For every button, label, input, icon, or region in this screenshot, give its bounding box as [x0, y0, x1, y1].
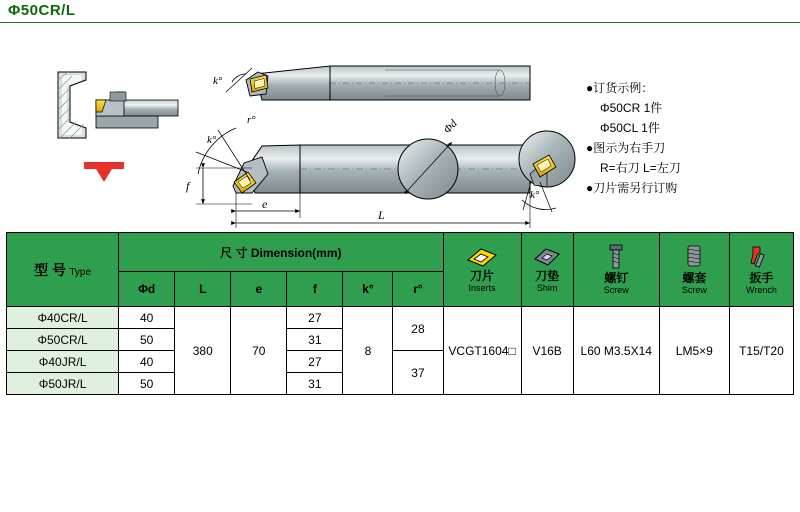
tool-body-small: [96, 92, 178, 128]
row-f: 31: [287, 373, 343, 395]
cell-wrench: T15/T20: [729, 307, 793, 395]
order-notes: [586, 78, 681, 198]
end-view: [519, 131, 575, 212]
header-dimension: 尺 寸 Dimension(mm): [119, 233, 443, 272]
svg-text:f: f: [186, 179, 190, 193]
header-wrench: 扳手 Wrench: [729, 233, 793, 307]
cell-screw-sleeve: LM5×9: [659, 307, 729, 395]
header-shim: 刀垫 Shim: [521, 233, 573, 307]
boring-bar-main: [186, 114, 530, 228]
svg-text:k°: k°: [213, 75, 223, 87]
header-insert: 刀片 Inserts: [443, 233, 521, 307]
screw-sleeve-icon: [684, 244, 704, 270]
boring-bar-top: [213, 66, 530, 100]
header-screw-sleeve: 螺套 Screw: [659, 233, 729, 307]
cell-r-top: 28: [393, 307, 443, 351]
header-col-k: k°: [343, 272, 393, 307]
cell-e: 70: [231, 307, 287, 395]
svg-text:r°: r°: [247, 114, 256, 126]
hand-note: ●图示为右手刀: [586, 141, 666, 155]
page-title: Φ50CR/L: [8, 2, 76, 19]
row-phid: 40: [119, 307, 175, 329]
header-col-L: L: [175, 272, 231, 307]
row-f: 27: [287, 351, 343, 373]
row-phid: 50: [119, 373, 175, 395]
cell-k: 8: [343, 307, 393, 395]
cell-insert: VCGT1604□: [443, 307, 521, 395]
workpiece-section: [58, 72, 86, 138]
header-col-r: r°: [393, 272, 443, 307]
cell-shim: V16B: [521, 307, 573, 395]
row-f: 27: [287, 307, 343, 329]
technical-drawing: [0, 22, 800, 232]
header-col-f: f: [287, 272, 343, 307]
shim-icon: [532, 246, 562, 268]
insert-note: ●刀片需另行订购: [586, 181, 678, 195]
order-example-label: ●订货示例：: [586, 81, 654, 95]
row-type: Φ40CR/L: [7, 307, 119, 329]
direction-arrow: [84, 162, 124, 182]
header-type: 型 号 Type: [7, 233, 119, 307]
table-header-row-1: [7, 233, 794, 272]
svg-text:e: e: [262, 197, 268, 211]
cell-screw: L60 M3.5X14: [573, 307, 659, 395]
row-phid: 50: [119, 329, 175, 351]
svg-text:k°: k°: [207, 134, 217, 146]
wrench-icon: [748, 244, 774, 270]
order-item-2: Φ50CL 1件: [600, 121, 660, 135]
row-phid: 40: [119, 351, 175, 373]
row-type: Φ40JR/L: [7, 351, 119, 373]
cell-L: 380: [175, 307, 231, 395]
svg-text:L: L: [378, 208, 385, 222]
header-col-phid: Φd: [119, 272, 175, 307]
header-screw: 螺钉 Screw: [573, 233, 659, 307]
svg-text:Φd: Φd: [441, 117, 460, 137]
row-f: 31: [287, 329, 343, 351]
screw-icon: [607, 244, 625, 270]
insert-icon: [465, 246, 499, 268]
table-row: [7, 307, 794, 329]
svg-text:k°: k°: [530, 189, 540, 201]
header-col-e: e: [231, 272, 287, 307]
cell-r-bottom: 37: [393, 351, 443, 395]
row-type: Φ50JR/L: [7, 373, 119, 395]
title-bar: [0, 0, 800, 23]
specification-table: [6, 232, 794, 395]
row-type: Φ50CR/L: [7, 329, 119, 351]
hand-legend: R=右刀 L=左刀: [600, 161, 681, 175]
order-item-1: Φ50CR 1件: [600, 101, 663, 115]
